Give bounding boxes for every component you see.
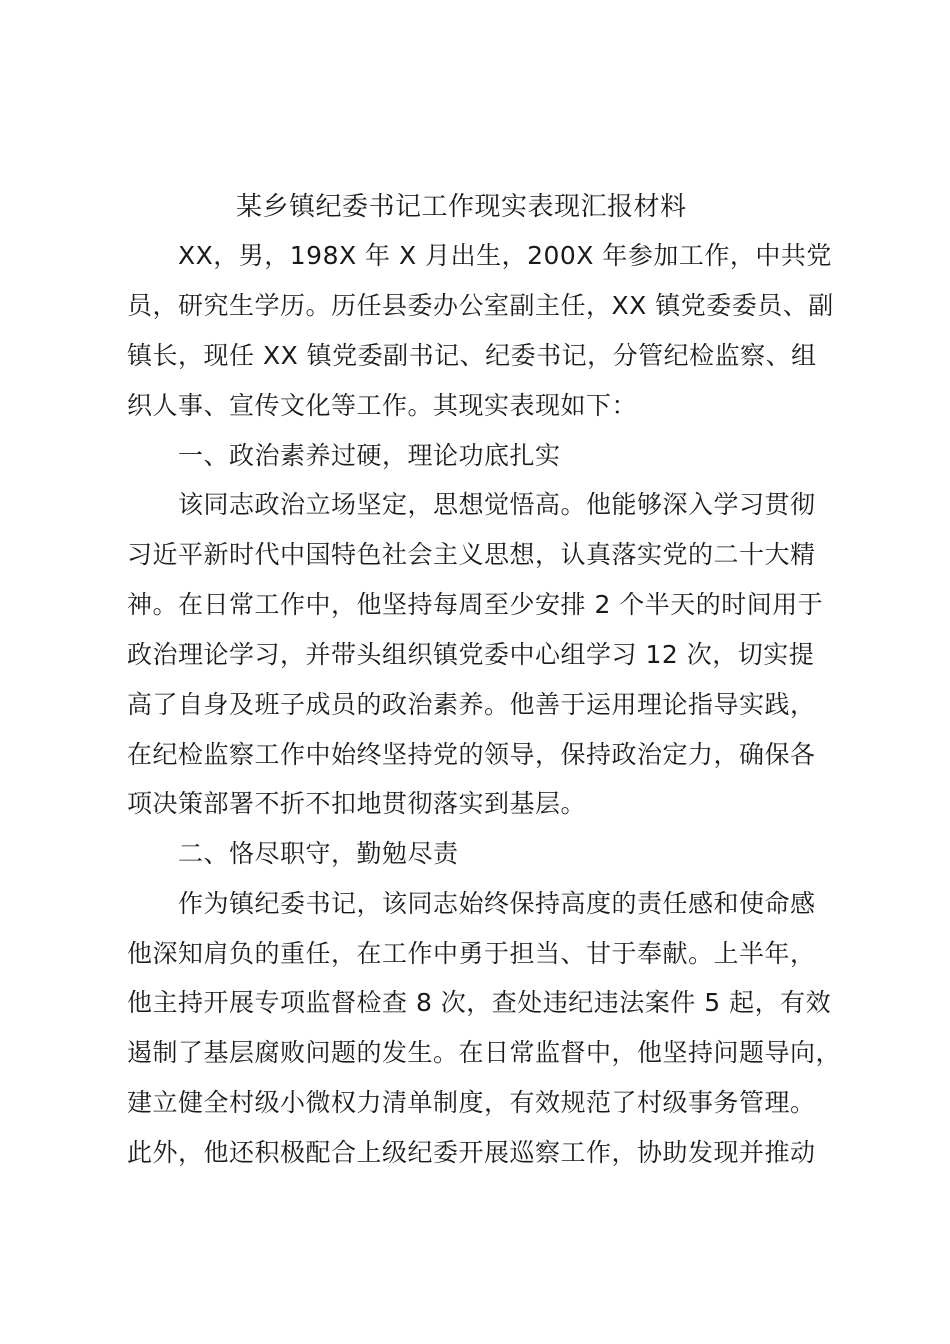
paragraph-line: 遏制了基层腐败问题的发生。在日常监督中，他坚持问题导向， <box>127 1038 842 1067</box>
paragraph-line: 习近平新时代中国特色社会主义思想，认真落实党的二十大精 <box>127 540 816 569</box>
paragraph-line: 此外，他还积极配合上级纪委开展巡察工作，协助发现并推动 <box>127 1138 816 1167</box>
paragraph-line: 项决策部署不折不扣地贯彻落实到基层。 <box>127 789 587 818</box>
paragraph-line: 在纪检监察工作中始终坚持党的领导，保持政治定力，确保各 <box>127 740 816 769</box>
paragraph-line: 员，研究生学历。历任县委办公室副主任，XX 镇党委委员、副 <box>127 291 834 320</box>
paragraph-line: 镇长，现任 XX 镇党委副书记、纪委书记，分管纪检监察、组 <box>127 341 817 370</box>
paragraph-line: 作为镇纪委书记，该同志始终保持高度的责任感和使命感 <box>178 889 816 918</box>
paragraph-line: 政治理论学习，并带头组织镇党委中心组学习 12 次，切实提 <box>127 640 815 669</box>
paragraph-line: XX，男，198X 年 X 月出生，200X 年参加工作，中共党 <box>178 241 832 270</box>
paragraph-line: 该同志政治立场坚定，思想觉悟高。他能够深入学习贯彻 <box>178 490 816 519</box>
paragraph-line: 织人事、宣传文化等工作。其现实表现如下： <box>127 391 638 420</box>
paragraph-line: 神。在日常工作中，他坚持每周至少安排 2 个半天的时间用于 <box>127 590 824 619</box>
paragraph-line: 高了自身及班子成员的政治素养。他善于运用理论指导实践， <box>127 690 816 719</box>
paragraph-line: 他主持开展专项监督检查 8 次，查处违纪违法案件 5 起，有效 <box>127 988 832 1017</box>
section-heading: 一、政治素养过硬，理论功底扎实 <box>178 441 561 470</box>
paragraph-line: 建立健全村级小微权力清单制度，有效规范了村级事务管理。 <box>127 1088 816 1117</box>
section-heading: 二、恪尽职守，勤勉尽责 <box>178 839 459 868</box>
paragraph-line: 他深知肩负的重任，在工作中勇于担当、甘于奉献。上半年， <box>127 939 816 968</box>
document-title: 某乡镇纪委书记工作现实表现汇报材料 <box>236 192 687 222</box>
